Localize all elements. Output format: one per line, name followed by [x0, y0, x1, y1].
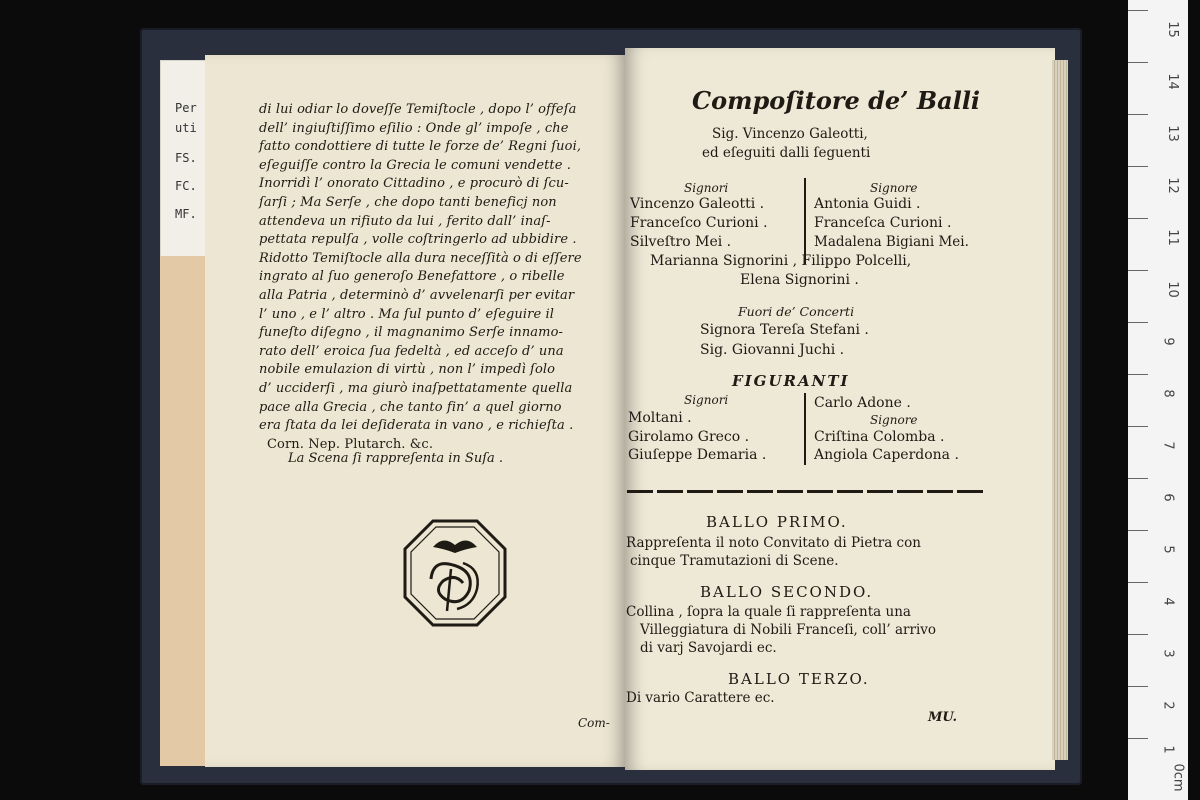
text-line: d’ ucciderſi , ma giurò inaſpettatamente quella: [259, 380, 573, 396]
ballo-text: Collina , ſopra la quale ſi rappreſenta una: [626, 604, 911, 620]
dancer-name: Angiola Caperdona .: [814, 447, 959, 463]
left-page-text: [259, 101, 629, 454]
dancer-name: Franceſco Curioni .: [630, 215, 768, 231]
ruler-number: 12: [1164, 177, 1180, 194]
text-line: pettata repulſa , volle coſtringerlo ad ubbidire .: [259, 232, 577, 248]
ruler-number: 0cm: [1170, 763, 1186, 792]
dancer-name: Vincenzo Galeotti .: [630, 196, 765, 212]
ballo-text: Villeggiatura di Nobili Franceſi, coll’ arrivo: [640, 622, 937, 638]
ruler-number: 6: [1160, 493, 1176, 502]
catchword-left: Com-: [578, 716, 610, 730]
slip-line: FC.: [175, 179, 197, 193]
ruler-tick: [1128, 478, 1148, 479]
text-line: l’ uno , e l’ altro . Ma ſul punto d’ eſeguire il: [259, 306, 555, 322]
ballo-text: di varj Savojardi ec.: [640, 640, 777, 656]
text-line: attendeva un rifiuto da lui , ferito dall’ inaſ-: [259, 213, 551, 229]
ruler-tick: [1128, 582, 1148, 583]
dancer-name: Elena Signorini .: [740, 272, 859, 288]
scale-ruler: [1128, 0, 1188, 800]
ruler-number: 5: [1160, 545, 1176, 554]
scena-line: La Scena ſi rappreſenta in Suſa .: [288, 451, 504, 466]
page-heading: Compoſitore de’ Balli: [692, 86, 981, 115]
text-line: funeſto diſegno , il magnanimo Serſe innamo-: [259, 325, 563, 341]
text-line: era ſtata da lei deſiderata in vano , e richieſta .: [259, 418, 574, 434]
text-line: ingrato al ſuo generoſo Benefattore , o ribelle: [259, 269, 565, 285]
text-line: pace alla Grecia , che tanto fin’ a quel giorno: [259, 399, 562, 415]
ruler-number: 15: [1164, 21, 1180, 38]
library-stamp: [403, 519, 507, 627]
ruler-number: 3: [1160, 649, 1176, 658]
page-edges: [1052, 60, 1068, 760]
section-rule: [627, 490, 983, 493]
signore-label: Signore: [870, 181, 918, 195]
ballo-title: BALLO PRIMO.: [706, 513, 848, 531]
figuranti-label: FIGURANTI: [732, 372, 850, 390]
dancer-name: Moltani .: [628, 410, 692, 426]
ballo-title: BALLO SECONDO.: [700, 583, 874, 601]
ballo-title: BALLO TERZO.: [728, 670, 870, 688]
dancer-name: Criſtina Colomba .: [814, 429, 945, 445]
ruler-number: 1: [1160, 745, 1176, 754]
ruler-tick: [1128, 426, 1148, 427]
ruler-number: 7: [1160, 441, 1176, 450]
text-line: rato dell’ eroica ſua fedeltà , ed acceſo d’ una: [259, 343, 564, 359]
ballo-text: cinque Tramutazioni di Scene.: [630, 553, 839, 569]
slip-line: Per: [175, 101, 197, 115]
ruler-number: 14: [1164, 73, 1180, 90]
ballo-text: Di vario Carattere ec.: [626, 690, 775, 706]
text-line: fatto condottiere di tutte le forze de’ Regni ſuoi,: [259, 139, 582, 155]
ruler-tick: [1128, 114, 1148, 115]
ruler-number: 2: [1160, 701, 1176, 710]
ruler-number: 10: [1164, 281, 1180, 298]
subheading: ed eſeguiti dalli ſeguenti: [702, 145, 871, 161]
bookmark-strip: [160, 256, 210, 766]
ruler-tick: [1128, 530, 1148, 531]
dancer-name: Sig. Giovanni Juchi .: [700, 342, 845, 358]
ruler-tick: [1128, 10, 1148, 11]
ruler-tick: [1128, 374, 1148, 375]
fuori-label: Fuori de’ Concerti: [738, 304, 855, 319]
subheading: Sig. Vincenzo Galeotti,: [712, 126, 868, 142]
text-line: di lui odiar lo doveſſe Temiſtocle , dopo l’ offeſa: [259, 102, 577, 117]
dancer-name: Silveſtro Mei .: [630, 234, 732, 250]
ruler-number: 13: [1164, 125, 1180, 142]
slip-line: MF.: [175, 207, 197, 221]
text-line: ſarſi ; Ma Serſe , che dopo tanti beneficj non: [259, 194, 557, 210]
signori-label: Signori: [684, 181, 729, 195]
ruler-tick: [1128, 270, 1148, 271]
ruler-tick: [1128, 166, 1148, 167]
slip-line: FS.: [175, 151, 197, 165]
ruler-tick: [1128, 62, 1148, 63]
ruler-number: 4: [1160, 597, 1176, 606]
text-line: Inorridì l’ onorato Cittadino , e procurò di ſcu-: [259, 176, 569, 192]
dancer-name: Giuſeppe Demaria .: [628, 447, 767, 463]
column-divider: [804, 393, 806, 465]
text-line: eſeguiſſe contro la Grecia le comuni vendette .: [259, 157, 572, 173]
dancer-name: Signora Tereſa Stefani .: [700, 322, 869, 338]
ruler-tick: [1128, 738, 1148, 739]
dancer-name: Antonia Guidi .: [814, 196, 921, 212]
ruler-tick: [1128, 634, 1148, 635]
dancer-name: Carlo Adone .: [814, 395, 911, 411]
fig-signore-label: Signore: [870, 413, 918, 427]
ruler-number: 8: [1160, 389, 1176, 398]
text-line: alla Patria , determinò d’ avvelenarſi per evitar: [259, 287, 575, 303]
ruler-tick: [1128, 686, 1148, 687]
column-divider: [804, 178, 806, 264]
dancer-name: Franceſca Curioni .: [814, 215, 952, 231]
text-line: Ridotto Temiſtocle alla dura neceſſità o di eſſere: [259, 250, 582, 266]
text-line: nobile emulazion di virtù , non l’ impedì ſolo: [259, 362, 556, 378]
ballo-text: Rappreſenta il noto Convitato di Pietra con: [626, 535, 921, 551]
dancer-names: Marianna Signorini , Filippo Polcelli,: [650, 253, 912, 269]
dancer-name: Girolamo Greco .: [628, 429, 750, 445]
ruler-number: 9: [1160, 337, 1176, 346]
slip-line: uti: [175, 121, 197, 135]
catchword-right: MU.: [928, 710, 958, 725]
ruler-tick: [1128, 218, 1148, 219]
ruler-tick: [1128, 322, 1148, 323]
dancer-name: Madalena Bigiani Mei.: [814, 234, 969, 250]
citation: Corn. Nep. Plutarch. &c.: [267, 436, 434, 452]
fig-signori-label: Signori: [684, 393, 729, 407]
text-line: dell’ ingiuſtiſſimo eſilio : Onde gl’ impoſe , che: [259, 120, 569, 136]
ruler-number: 11: [1164, 229, 1180, 246]
